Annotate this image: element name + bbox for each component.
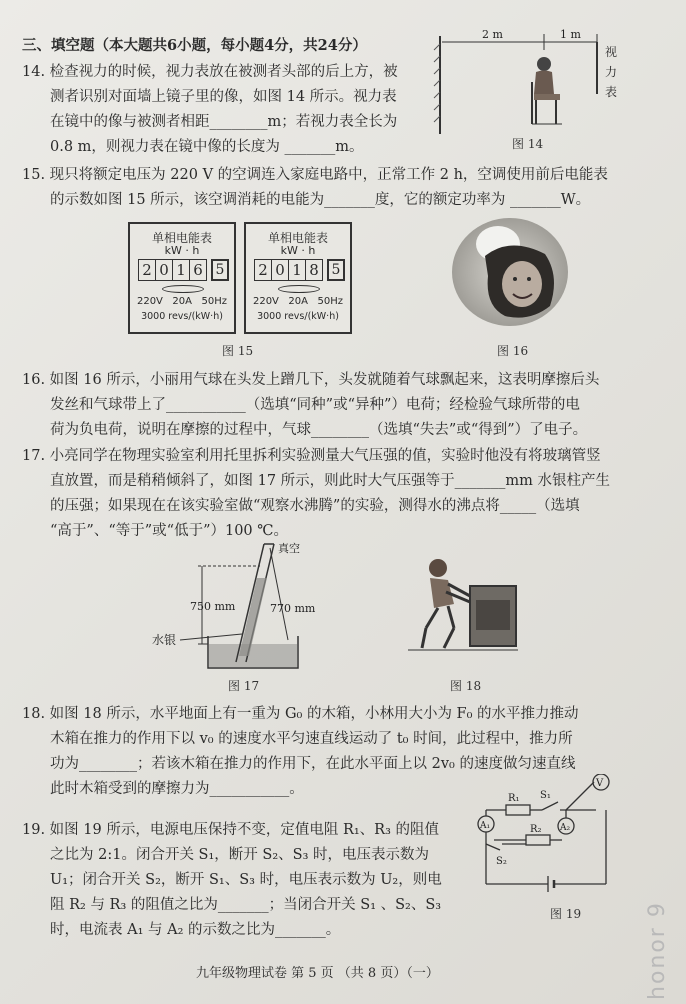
fig14-dist2: 1 m xyxy=(560,28,581,41)
energy-meter-before xyxy=(128,222,236,334)
meter-after-revs: 3000 revs/(kW·h) xyxy=(257,311,339,322)
q19-line-5: 时，电流表 A₁ 与 A₂ 的示数之比为_______。 xyxy=(50,922,341,938)
boy-figure xyxy=(422,559,470,648)
q15-line-2: 的示数如图 15 所示，该空调消耗的电能为_______度，它的额定功率为 _______W。 xyxy=(50,192,591,208)
q14-line-2: 测者识别对面墙上镜子里的像，如图 14 所示。视力表 xyxy=(50,89,397,105)
q19-line-1: 19. 如图 19 所示，电源电压保持不变，定值电阻 R₁、R₃ 的阻值 xyxy=(22,822,440,838)
fig17-mercury: 水银 xyxy=(152,633,177,647)
fig19-a2: A₂ xyxy=(560,823,571,833)
digit: 8 xyxy=(306,259,323,281)
q18-line-2: 木箱在推力的作用下以 v₀ 的速度水平匀速直线运动了 t₀ 时间，此过程中，推力所 xyxy=(50,731,573,747)
q18-line-4: 此时木箱受到的摩擦力为___________。 xyxy=(50,781,304,797)
q19-line-2: 之比为 2:1。闭合开关 S₁，断开 S₂、S₃ 时，电压表示数为 xyxy=(50,847,430,863)
q17-line-2: 直放置，而是稍稍倾斜了，如图 17 所示，则此时大气压强等于_______mm 水银柱产生 xyxy=(50,473,611,489)
digit: 2 xyxy=(254,259,272,281)
fig19-v: V xyxy=(596,778,604,789)
camera-watermark: honor 9 xyxy=(645,901,670,1000)
figure-17-diagram xyxy=(150,536,320,676)
fig19-r1: R₁ xyxy=(508,793,520,804)
fig14-dist1: 2 m xyxy=(482,28,503,41)
seated-person xyxy=(532,57,562,124)
q14-line-3: 在镜中的像与被测者相距________m；若视力表全长为 xyxy=(50,114,398,130)
figure-16-photo xyxy=(450,216,570,328)
meter-before-revs: 3000 revs/(kW·h) xyxy=(141,311,223,322)
section-heading: 三、填空题（本大题共6小题，每小题4分，共24分） xyxy=(22,37,367,54)
fig19-s1: S₁ xyxy=(540,790,551,801)
q14-line-4: 0.8 m，则视力表在镜中像的长度为 _______m。 xyxy=(50,139,364,155)
figure-18-diagram xyxy=(408,556,518,660)
meter-after-specs: 220V 20A 50Hz xyxy=(252,296,344,307)
meter-before-specs: 220V 20A 50Hz xyxy=(136,296,228,307)
mercury-pool xyxy=(209,644,297,667)
fig17-vacuum: 真空 xyxy=(278,542,300,555)
q18-line-3: 功为________；若该木箱在推力的作用下，在此水平面上以 2v₀ 的速度做匀速直线 xyxy=(50,756,576,772)
fig17-h1: 750 mm xyxy=(190,600,236,613)
fig14-chart-label: 视力表 xyxy=(605,45,618,99)
q17-line-3: 的压强；如果现在在该实验室做“观察水沸腾”的实验，测得水的沸点将_____（选填 xyxy=(50,498,580,514)
meter-after-digits xyxy=(254,259,345,281)
q16-line-1: 16. 如图 16 所示，小丽用气球在头发上蹭几下，头发就随着气球飘起来，这表明摩擦后头 xyxy=(22,372,600,388)
digit: 2 xyxy=(138,259,156,281)
fig14-caption: 图 14 xyxy=(512,137,544,151)
figure-14 xyxy=(432,24,632,149)
meter-disc xyxy=(162,285,204,293)
digit: 1 xyxy=(173,259,190,281)
face xyxy=(502,261,542,307)
meter-before-unit: kW · h xyxy=(164,244,200,257)
fig19-r2: R₂ xyxy=(530,824,542,835)
fig16-caption: 图 16 xyxy=(497,344,529,358)
decimal-digit: 5 xyxy=(327,259,345,281)
fig19-s2: S₂ xyxy=(496,856,507,867)
q18-line-1: 18. 如图 18 所示，水平地面上有一重为 G₀ 的木箱，小林用大小为 F₀ 的水平推力推动 xyxy=(22,706,579,722)
q14-line-1: 14. 检查视力的时候，视力表放在被测者头部的后上方，被 xyxy=(22,64,398,80)
q16-line-3: 荷为负电荷，说明在摩擦的过程中，气球________（选填“失去”或“得到”）了电子。 xyxy=(50,422,588,438)
page-footer: 九年级物理试卷 第 5 页 （共 8 页）（一） xyxy=(196,966,439,981)
q19-line-3: U₁；闭合开关 S₂，断开 S₁、S₃ 时，电压表示数为 U₂，则电 xyxy=(50,872,442,888)
fig19-caption: 图 19 xyxy=(550,907,582,921)
meter-after-unit: kW · h xyxy=(280,244,316,257)
energy-meter-after xyxy=(244,222,352,334)
fig17-h2: 770 mm xyxy=(270,602,316,615)
digit: 1 xyxy=(289,259,306,281)
q19-line-4: 阻 R₂ 与 R₃ 的阻值之比为_______；当闭合开关 S₁ 、S₂、S₃ xyxy=(50,897,442,913)
digit: 0 xyxy=(272,259,289,281)
q16-line-2: 发丝和气球带上了___________（选填“同种”或“异种”）电荷；经检验气球所带的电 xyxy=(50,397,580,413)
q17-line-1: 17. 小亮同学在物理实验室利用托里拆利实验测量大气压强的值，实验时他没有将玻璃管竖 xyxy=(22,448,601,464)
fig18-caption: 图 18 xyxy=(450,679,482,693)
fig15-caption: 图 15 xyxy=(222,344,254,358)
q17-line-4: “高于”、“等于”或“低于”）100 ℃。 xyxy=(50,523,288,539)
fig17-caption: 图 17 xyxy=(228,679,260,693)
digit: 0 xyxy=(156,259,173,281)
fig19-a1: A₁ xyxy=(480,821,491,831)
decimal-digit: 5 xyxy=(211,259,229,281)
q15-line-1: 15. 现只将额定电压为 220 V 的空调连入家庭电路中，正常工作 2 h，空调使用前后电能表 xyxy=(22,167,608,183)
box-panel xyxy=(476,600,510,630)
meter-before-title: 单相电能表 xyxy=(151,231,212,245)
figure-19-circuit xyxy=(466,774,616,898)
digit: 6 xyxy=(190,259,207,281)
meter-disc xyxy=(278,285,320,293)
meter-after-title: 单相电能表 xyxy=(267,231,328,245)
meter-before-digits xyxy=(138,259,229,281)
